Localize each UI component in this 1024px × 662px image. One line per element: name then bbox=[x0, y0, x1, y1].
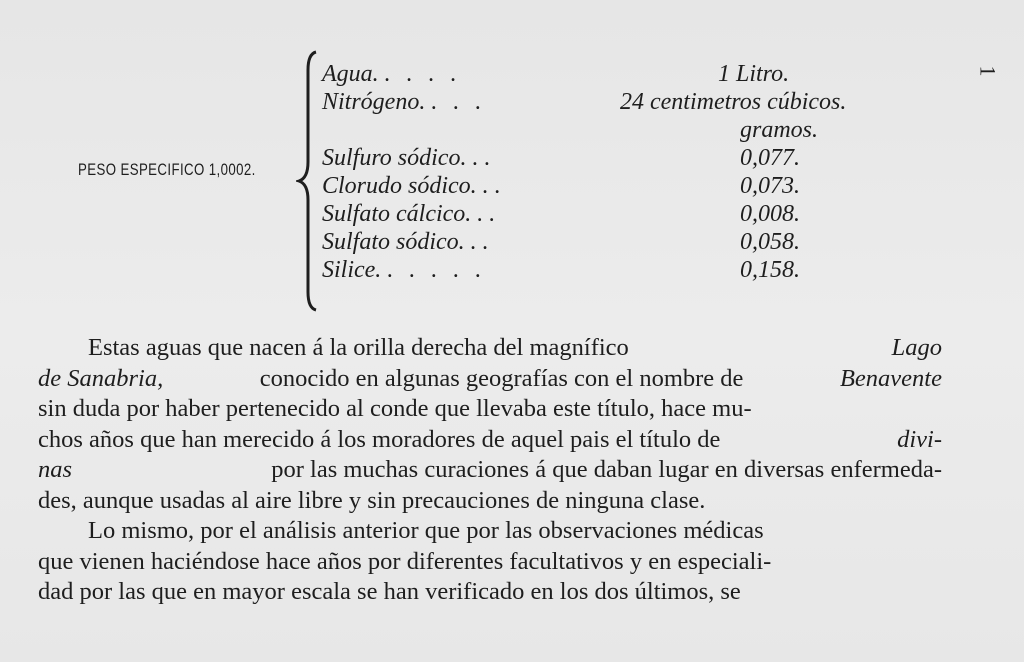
page-number: 1 bbox=[975, 65, 1001, 77]
composition-value: 0,058. bbox=[740, 229, 800, 255]
composition-row: Sulfato sódico. . . bbox=[322, 229, 494, 255]
text-line: dad por las que en mayor escala se han verificado en los dos últimos, se bbox=[38, 578, 741, 605]
composition-value: 0,008. bbox=[740, 201, 800, 227]
text-line: que vienen haciéndose hace años por diferentes facultativos y en especiali- bbox=[38, 547, 772, 575]
composition-value: 0,073. bbox=[740, 173, 800, 199]
composition-value: 1 Litro. bbox=[718, 61, 790, 87]
text-line: chos años que han merecido á los moradores de aquel pais el título de divi- bbox=[38, 425, 942, 453]
text-line: sin duda por haber pertenecido al conde que llevaba este título, hace mu- bbox=[38, 395, 752, 422]
body-paragraph bbox=[38, 333, 942, 516]
text-line: Estas aguas que nacen á la orilla derecha del magnífico Lago bbox=[88, 334, 942, 361]
composition-row: Silice. . . . . . bbox=[322, 257, 487, 283]
composition-row: Sulfato cálcico. . . bbox=[322, 201, 501, 227]
composition-value: 0,077. bbox=[740, 145, 800, 171]
composition-value: 0,158. bbox=[740, 257, 800, 283]
specific-weight-label: PESO ESPECIFICO 1,0002. bbox=[78, 160, 256, 179]
brace-icon bbox=[296, 50, 320, 312]
composition-row: Agua. . . . . bbox=[322, 61, 462, 87]
text-line: des, aunque usadas al aire libre y sin precauciones de ninguna clase. bbox=[38, 486, 706, 514]
text-line: Lo mismo, por el análisis anterior que por las observaciones médicas bbox=[88, 517, 764, 544]
body-paragraph bbox=[38, 516, 942, 608]
composition-row: Nitrógeno. . . . bbox=[322, 89, 487, 115]
text-line: de Sanabria, conocido en algunas geografías con el nombre de Benavente bbox=[38, 364, 942, 392]
composition-value: 24 centimetros cúbicos. bbox=[620, 89, 847, 115]
composition-row: Clorudo sódico. . . bbox=[322, 173, 506, 199]
text-line: nas por las muchas curaciones á que daban lugar en diversas enfermeda- bbox=[38, 456, 942, 483]
composition-row: Sulfuro sódico. . . bbox=[322, 145, 496, 171]
unit-header: gramos. bbox=[740, 117, 819, 143]
